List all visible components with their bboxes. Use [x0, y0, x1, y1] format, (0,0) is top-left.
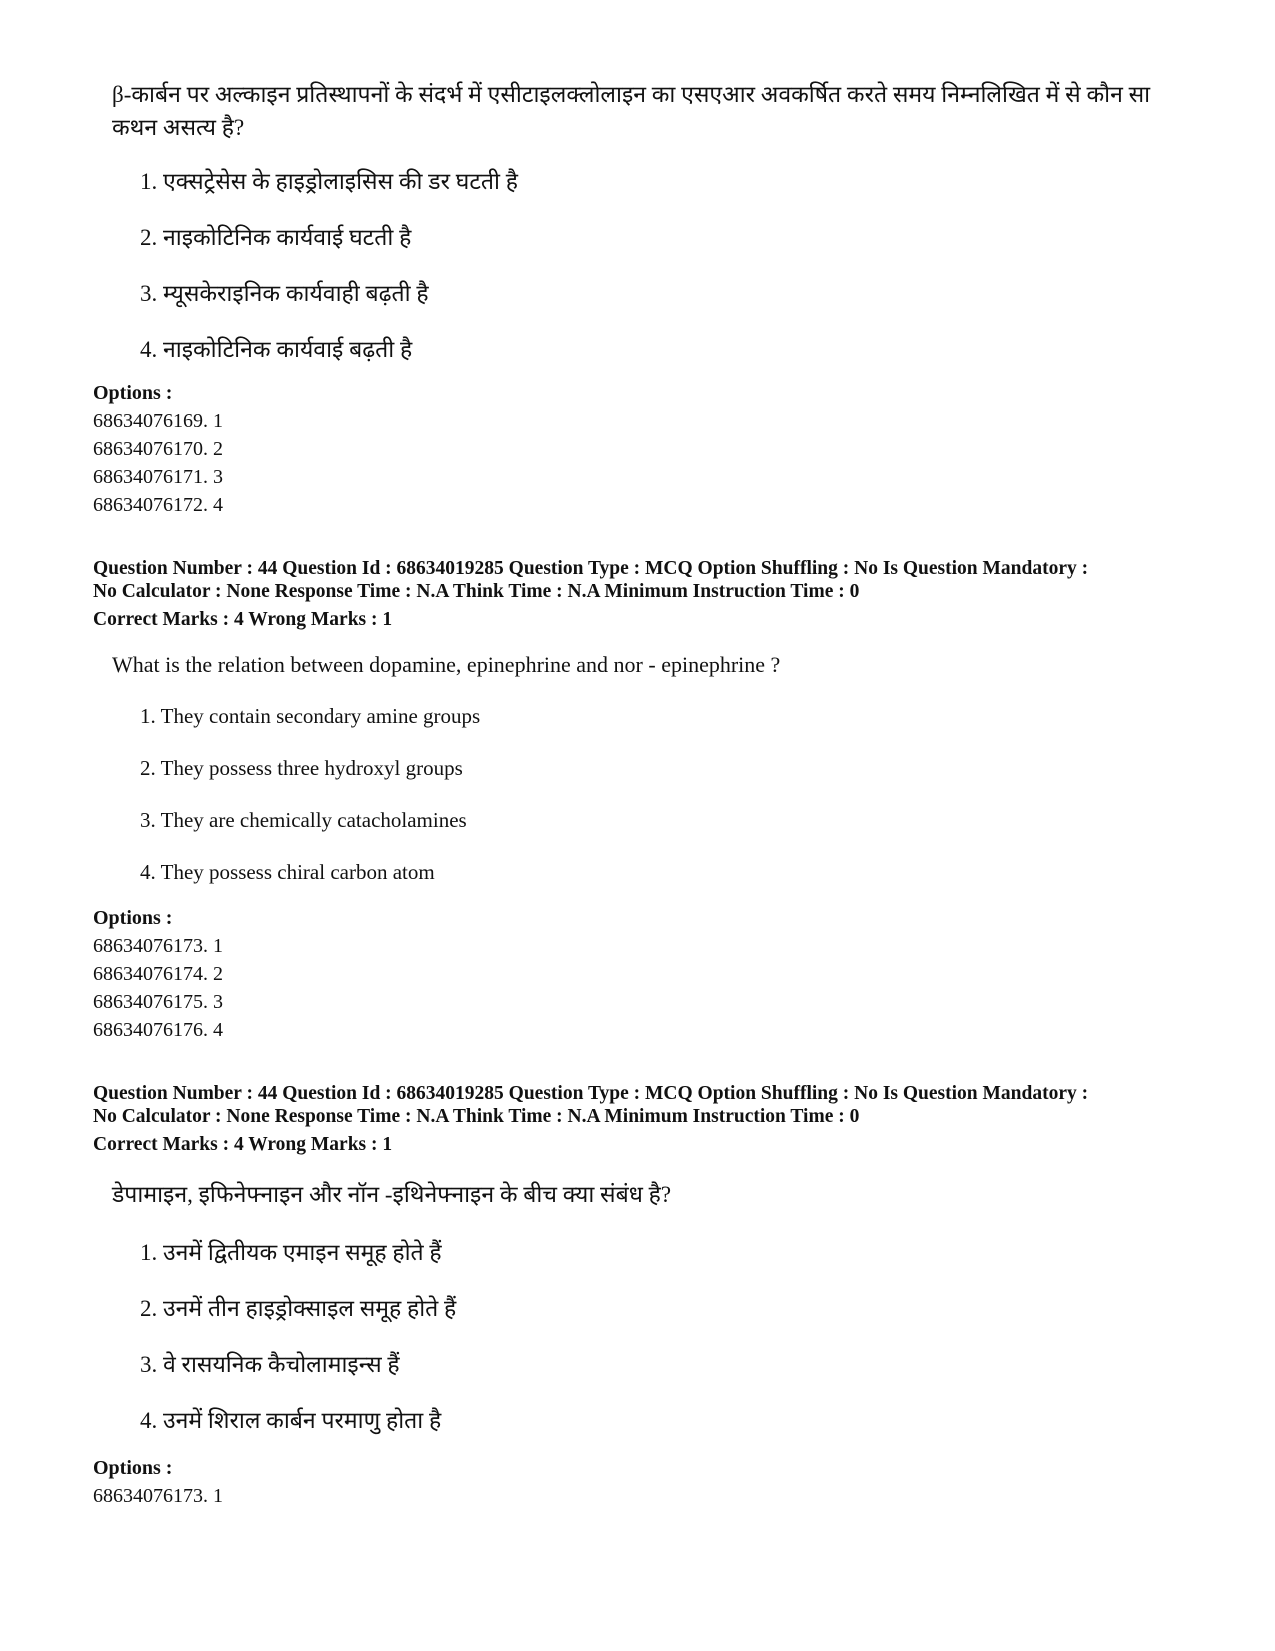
option-id-1: 68634076173. 1	[93, 935, 223, 957]
question-meta-line-1: Question Number : 44 Question Id : 68634019285 Question Type : MCQ Option Shuffling : No Is Question Mandatory :	[93, 558, 1089, 579]
choice-3: 3. म्यूसकेराइनिक कार्यवाही बढ़ती है	[140, 281, 429, 306]
choice-3: 3. वे रासयनिक कैचोलामाइन्स हैं	[140, 1352, 400, 1377]
option-id-2: 68634076174. 2	[93, 963, 223, 985]
options-label: Options :	[93, 1457, 173, 1479]
question-text-english: What is the relation between dopamine, epinephrine and nor - epinephrine ?	[112, 652, 781, 677]
option-id-2: 68634076170. 2	[93, 438, 223, 460]
question-meta-line-2: No Calculator : None Response Time : N.A Think Time : N.A Minimum Instruction Time : 0	[93, 1106, 860, 1127]
choice-1: 1. एक्सट्रेसेस के हाइड्रोलाइसिस की डर घटती है	[140, 169, 518, 194]
options-label: Options :	[93, 382, 173, 404]
choice-4: 4. नाइकोटिनिक कार्यवाई बढ़ती है	[140, 337, 413, 362]
marks-line: Correct Marks : 4 Wrong Marks : 1	[93, 609, 393, 630]
marks-line: Correct Marks : 4 Wrong Marks : 1	[93, 1134, 393, 1155]
option-id-1: 68634076173. 1	[93, 1485, 223, 1507]
choice-4: 4. उनमें शिराल कार्बन परमाणु होता है	[140, 1408, 442, 1433]
option-id-4: 68634076172. 4	[93, 494, 223, 516]
question-meta-line-2: No Calculator : None Response Time : N.A Think Time : N.A Minimum Instruction Time : 0	[93, 581, 860, 602]
choice-2: 2. They possess three hydroxyl groups	[140, 756, 463, 780]
choice-1: 1. They contain secondary amine groups	[140, 704, 481, 728]
option-id-3: 68634076175. 3	[93, 991, 223, 1013]
choice-2: 2. उनमें तीन हाइड्रोक्साइल समूह होते हैं	[140, 1296, 457, 1321]
choice-3: 3. They are chemically catacholamines	[140, 808, 467, 832]
question-text-hindi-1: β-कार्बन पर अल्काइन प्रतिस्थापनों के संदर्भ में एसीटाइलक्लोलाइन का एसएआर अवकर्षित करते समय निम्नलिखित में से कौन सा कथन असत्य है?	[112, 82, 1151, 140]
options-label: Options :	[93, 907, 173, 929]
question-meta-line-1: Question Number : 44 Question Id : 68634019285 Question Type : MCQ Option Shuffling : No Is Question Mandatory :	[93, 1083, 1089, 1104]
choice-1: 1. उनमें द्वितीयक एमाइन समूह होते हैं	[140, 1240, 442, 1265]
option-id-4: 68634076176. 4	[93, 1019, 223, 1041]
option-id-3: 68634076171. 3	[93, 466, 223, 488]
choice-2: 2. नाइकोटिनिक कार्यवाई घटती है	[140, 225, 412, 250]
choice-4: 4. They possess chiral carbon atom	[140, 860, 435, 884]
question-text-hindi-2: डेपामाइन, इफिनेफ्नाइन और नॉन -इथिनेफ्नाइन के बीच क्या संबंध है?	[112, 1182, 672, 1207]
option-id-1: 68634076169. 1	[93, 410, 223, 432]
